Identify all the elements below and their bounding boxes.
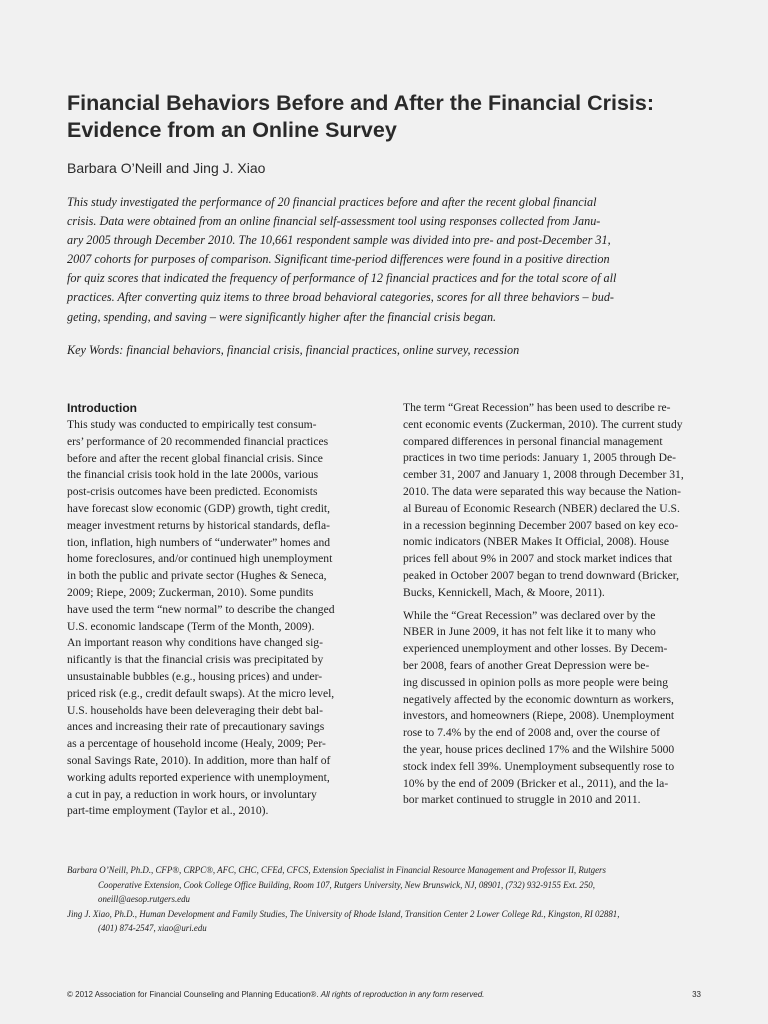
text-line: 2010. The data were separated this way because the Nation-: [403, 484, 681, 498]
abstract-line: practices. After converting quiz items to three broad behavioral categories, scores for all three behaviors – bud-: [67, 290, 614, 305]
footnote-line: Jing J. Xiao, Ph.D., Human Development and Family Studies, The University of Rhode Island, Transition Center 2 Lower College Rd., Kingston, RI 02881,: [67, 908, 620, 919]
paragraph: [403, 400, 703, 602]
footnote-email-link[interactable]: oneill@aesop.rutgers.edu: [98, 894, 190, 905]
text-line: NBER in June 2009, it has not felt like it to many who: [403, 625, 656, 639]
text-line: Bucks, Kennickell, Mach, & Moore, 2011).: [403, 585, 605, 599]
text-line: ers’ performance of 20 recommended financial practices: [67, 434, 329, 448]
text-line: the year, house prices declined 17% and the Wilshire 5000: [403, 742, 675, 756]
text-line: the financial crisis took hold in the late 2000s, various: [67, 468, 319, 482]
text-line: home foreclosures, and/or continued high unemployment: [67, 552, 333, 566]
text-line: ing discussed in opinion polls as more people were being: [403, 675, 668, 689]
text-line: cent economic events (Zuckerman, 2010). The current study: [403, 417, 683, 431]
title-line: Evidence from an Online Survey: [67, 118, 397, 142]
footnote-xiao: [67, 907, 707, 936]
rights-text: All rights of reproduction in any form reserved.: [320, 990, 485, 999]
text-line: peaked in October 2007 began to trend downward (Bricker,: [403, 568, 680, 582]
text-line: before and after the recent global financial crisis. Since: [67, 451, 323, 465]
abstract-line: geting, spending, and saving – were significantly higher after the financial crisis began.: [67, 309, 497, 324]
abstract-line: for quiz scores that indicated the frequency of performance of 12 financial practices and for the total score of all: [67, 271, 617, 286]
abstract-line: This study investigated the performance of 20 financial practices before and after the recent global financial: [67, 195, 597, 209]
text-line: ances and increasing their rate of precautionary savings: [67, 720, 325, 734]
abstract-line: crisis. Data were obtained from an online financial self-assessment tool using responses collected from Janu-: [67, 214, 601, 229]
keywords: [67, 341, 519, 359]
text-line: stock index fell 39%. Unemployment subsequently rose to: [403, 759, 675, 773]
abstract: [67, 193, 707, 327]
footnote-line: Barbara O’Neill, Ph.D., CFP®, CRPC®, AFC, CHC, CFEd, CFCS, Extension Specialist in Financial Resource Management and Professor II, Rutgers: [67, 865, 606, 875]
text-line: have forecast slow economic (GDP) growth, tight credit,: [67, 501, 331, 515]
article-title: [67, 90, 727, 144]
title-line: Financial Behaviors Before and After the Financial Crisis:: [67, 91, 655, 115]
left-column: [67, 400, 367, 820]
text-line: 2009; Riepe, 2009; Zuckerman, 2010). Some pundits: [67, 585, 314, 599]
text-line: working adults reported experience with unemployment,: [67, 770, 330, 784]
text-line: experienced unemployment and other losses. By Decem-: [403, 642, 668, 656]
text-line: practices in two time periods: January 1, 2005 through De-: [403, 451, 677, 465]
text-line: al Bureau of Economic Research (NBER) declared the U.S.: [403, 501, 680, 515]
text-line: post-crisis outcomes have been predicted. Economists: [67, 485, 318, 499]
text-line: in both the public and private sector (Hughes & Seneca,: [67, 569, 327, 583]
text-line: tion, inflation, high numbers of “underwater” homes and: [67, 535, 331, 549]
text-line: prices fell about 9% in 2007 and stock market indices that: [403, 552, 673, 566]
text-line: sonal Savings Rate, 2010). In addition, more than half of: [67, 753, 331, 767]
text-line: This study was conducted to empirically test consum-: [67, 418, 317, 431]
paragraph: [67, 417, 367, 635]
text-line: investors, and homeowners (Riepe, 2008). Unemployment: [403, 709, 675, 723]
text-line: meager investment returns by historical standards, defla-: [67, 518, 331, 532]
text-line: part-time employment (Taylor et al., 2010).: [67, 804, 269, 818]
text-line: nomic indicators (NBER Makes It Official, 2008). House: [403, 535, 670, 549]
right-column: [403, 400, 703, 809]
text-line: in a recession beginning December 2007 based on key eco-: [403, 518, 679, 532]
author-names: Barbara O’Neill and Jing J. Xiao: [67, 160, 266, 176]
footnote-line: Cooperative Extension, Cook College Office Building, Room 107, Rutgers University, New Brunswick, NJ, 08901, (732) 932-9155 Ext. 250,: [98, 879, 595, 890]
page-number: 33: [692, 990, 701, 999]
text-line: U.S. economic landscape (Term of the Month, 2009).: [67, 619, 315, 633]
text-line: U.S. households have been deleveraging their debt bal-: [67, 703, 323, 717]
abstract-line: 2007 cohorts for purposes of comparison. Significant time-period differences were found in a positive direction: [67, 252, 610, 267]
text-line: The term “Great Recession” has been used to describe re-: [403, 401, 671, 414]
text-line: a cut in pay, a reduction in work hours, or involuntary: [67, 787, 317, 801]
text-line: priced risk (e.g., credit default swaps). At the micro level,: [67, 686, 335, 700]
footnote-oneill: [67, 863, 707, 907]
paragraph: [403, 608, 703, 810]
text-line: An important reason why conditions have changed sig-: [67, 636, 323, 650]
text-line: bor market continued to struggle in 2010 and 2011.: [403, 793, 641, 807]
copyright-notice: [67, 990, 484, 999]
text-line: While the “Great Recession” was declared over by the: [403, 608, 656, 622]
text-line: unsustainable bubbles (e.g., housing prices) and under-: [67, 669, 323, 683]
text-line: rose to 7.4% by the end of 2008 and, over the course of: [403, 726, 660, 740]
text-line: as a percentage of household income (Healy, 2009; Per-: [67, 737, 326, 751]
section-heading-introduction: Introduction: [67, 401, 137, 415]
paragraph: [67, 635, 367, 820]
author-footnotes: [67, 863, 707, 936]
text-line: negatively affected by the economic downturn as workers,: [403, 692, 674, 706]
text-line: have used the term “new normal” to describe the changed: [67, 602, 335, 616]
page-footer: [67, 990, 701, 999]
keywords-line: Key Words: financial behaviors, financial crisis, financial practices, online survey, recession: [67, 343, 520, 357]
text-line: nificantly is that the financial crisis was precipitated by: [67, 653, 324, 667]
text-line: 10% by the end of 2009 (Bricker et al., 2011), and the la-: [403, 776, 669, 790]
abstract-line: ary 2005 through December 2010. The 10,661 respondent sample was divided into pre- and post-December 31,: [67, 233, 611, 248]
copyright-text: © 2012 Association for Financial Counseling and Planning Education®.: [67, 990, 319, 999]
text-line: cember 31, 2007 and January 1, 2008 through December 31,: [403, 468, 684, 482]
text-line: ber 2008, fears of another Great Depression were be-: [403, 658, 650, 672]
footnote-line: (401) 874-2547, xiao@uri.edu: [98, 923, 207, 934]
text-line: compared differences in personal financial management: [403, 434, 663, 448]
